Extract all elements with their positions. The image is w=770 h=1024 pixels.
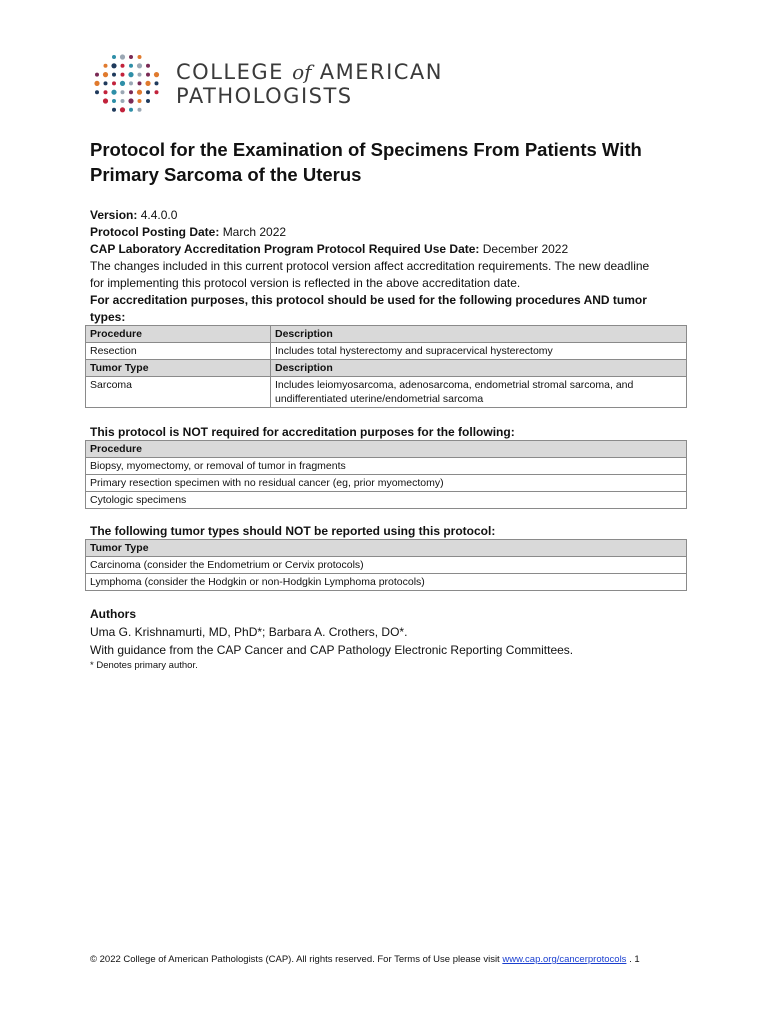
table-cell: Primary resection specimen with no residual cancer (eg, prior myomectomy) [86,475,687,492]
logo-dot [120,81,125,86]
table-header-row [86,540,687,557]
logo-dot [103,72,108,77]
not-reported-heading: The following tumor types should NOT be reported using this protocol: [90,524,496,538]
logo-dot [155,81,159,85]
logo-dot [146,73,150,77]
logo-dot [129,90,133,94]
authors-heading: Authors [90,607,136,621]
logo-dot [146,99,150,103]
version-label: Version: [90,208,138,222]
logo-dot [121,73,125,77]
not-required-table [85,440,687,509]
table-header-row [86,360,687,377]
logo-dot [138,55,142,59]
header-tumor-type: Tumor Type [86,540,687,557]
posting-date-label: Protocol Posting Date: [90,225,220,239]
logo-dot [111,63,116,68]
description-line-1: Includes leiomyosarcoma, adenosarcoma, endometrial stromal sarcoma, and [275,379,634,391]
tumor-type-cell: Sarcoma [86,377,271,408]
required-use-date-value: December 2022 [482,242,569,256]
table-header-row [86,441,687,458]
required-use-date-label: CAP Laboratory Accreditation Program Protocol Required Use Date: [90,242,480,256]
logo-dot [104,81,108,85]
logo-dot [129,55,133,59]
logo-word-pathologists: PATHOLOGISTS [176,84,353,108]
header-procedure: Procedure [86,326,271,343]
logo-dot [138,73,142,77]
logo-dot [112,73,116,77]
purpose-line-2: types: [90,310,126,324]
purpose-line-1: For accreditation purposes, this protocol should be used for the following procedures AND tumor [90,293,647,307]
header-tumor-type: Tumor Type [86,360,271,377]
logo-dot [111,90,116,95]
posting-date-line [90,224,690,241]
logo-dot [120,54,125,59]
logo-dot [94,81,99,86]
table-row [86,475,687,492]
table-row [86,492,687,509]
logo-dot [146,90,150,94]
table-header-row [86,326,687,343]
logo-dot [128,98,133,103]
logo-dot [137,90,142,95]
procedure-cell: Resection [86,343,271,360]
procedures-table [85,325,687,408]
author-names: Uma G. Krishnamurti, MD, PhD*; Barbara A. Crothers, DO*. [90,625,408,639]
document-title: Protocol for the Examination of Specimens From Patients With Primary Sarcoma of the Uterus [90,139,642,185]
logo-dot [137,63,142,68]
changes-note-line-2: for implementing this protocol version is reflected in the above accreditation date. [90,276,521,290]
table-cell: Cytologic specimens [86,492,687,509]
table-cell: Lymphoma (consider the Hodgkin or non-Hodgkin Lymphoma protocols) [86,574,687,591]
table-row [86,557,687,574]
logo-dot [104,64,108,68]
logo-dot [112,108,116,112]
logo-dot [103,98,108,103]
table-cell: Carcinoma (consider the Endometrium or Cervix protocols) [86,557,687,574]
logo-word-college: COLLEGE [176,60,284,84]
logo-dot [121,90,125,94]
page-number: . 1 [629,954,640,965]
logo-dot [138,99,142,103]
logo-dot [155,90,159,94]
protocol-metadata [90,207,690,326]
logo-dot [112,99,116,103]
logo-dot [121,64,125,68]
table-row [86,377,687,408]
version-line [90,207,690,224]
logo-dot [154,72,159,77]
logo-dot [145,81,150,86]
changes-note-line-1: The changes included in this current protocol version affect accreditation requirements. The new deadline [90,259,650,273]
logo-dot [129,108,133,112]
authors-section [90,605,710,673]
logo-dot [104,90,108,94]
not-reported-table [85,539,687,591]
table-row [86,574,687,591]
logo-dot [120,107,125,112]
table-row [86,458,687,475]
logo-dot [129,81,133,85]
logo-word-of: of [292,60,312,84]
header-procedure: Procedure [86,441,687,458]
cancer-protocols-link[interactable]: www.cap.org/cancerprotocols [502,954,627,965]
copyright-text: © 2022 College of American Pathologists (CAP). All rights reserved. For Terms of Use please visit [90,954,500,965]
description-cell [271,377,687,408]
description-cell: Includes total hysterectomy and supracervical hysterectomy [271,343,687,360]
logo-dot [95,73,99,77]
logo-dot [95,90,99,94]
logo-dot [128,72,133,77]
cap-logo [92,52,492,116]
table-row [86,343,687,360]
guidance-text: With guidance from the CAP Cancer and CAP Pathology Electronic Reporting Committees. [90,643,574,657]
logo-word-american: AMERICAN [319,60,444,84]
posting-date-value: March 2022 [222,225,287,239]
logo-dot [112,55,116,59]
cap-logo-text [176,60,443,108]
header-description: Description [271,360,687,377]
primary-author-note: * Denotes primary author. [90,660,198,671]
version-value: 4.4.0.0 [140,208,178,222]
table-cell: Biopsy, myomectomy, or removal of tumor in fragments [86,458,687,475]
logo-dot [129,64,133,68]
header-description: Description [271,326,687,343]
not-required-heading: This protocol is NOT required for accreditation purposes for the following: [90,425,515,439]
logo-dot [138,108,142,112]
logo-dot [138,81,142,85]
logo-dot [146,64,150,68]
page-footer [90,953,690,967]
description-line-2: undifferentiated uterine/endometrial sarcoma [275,393,484,405]
logo-dot [112,81,116,85]
logo-dot [121,99,125,103]
required-use-date-line [90,241,690,258]
cap-logo-dots-icon [92,52,162,116]
